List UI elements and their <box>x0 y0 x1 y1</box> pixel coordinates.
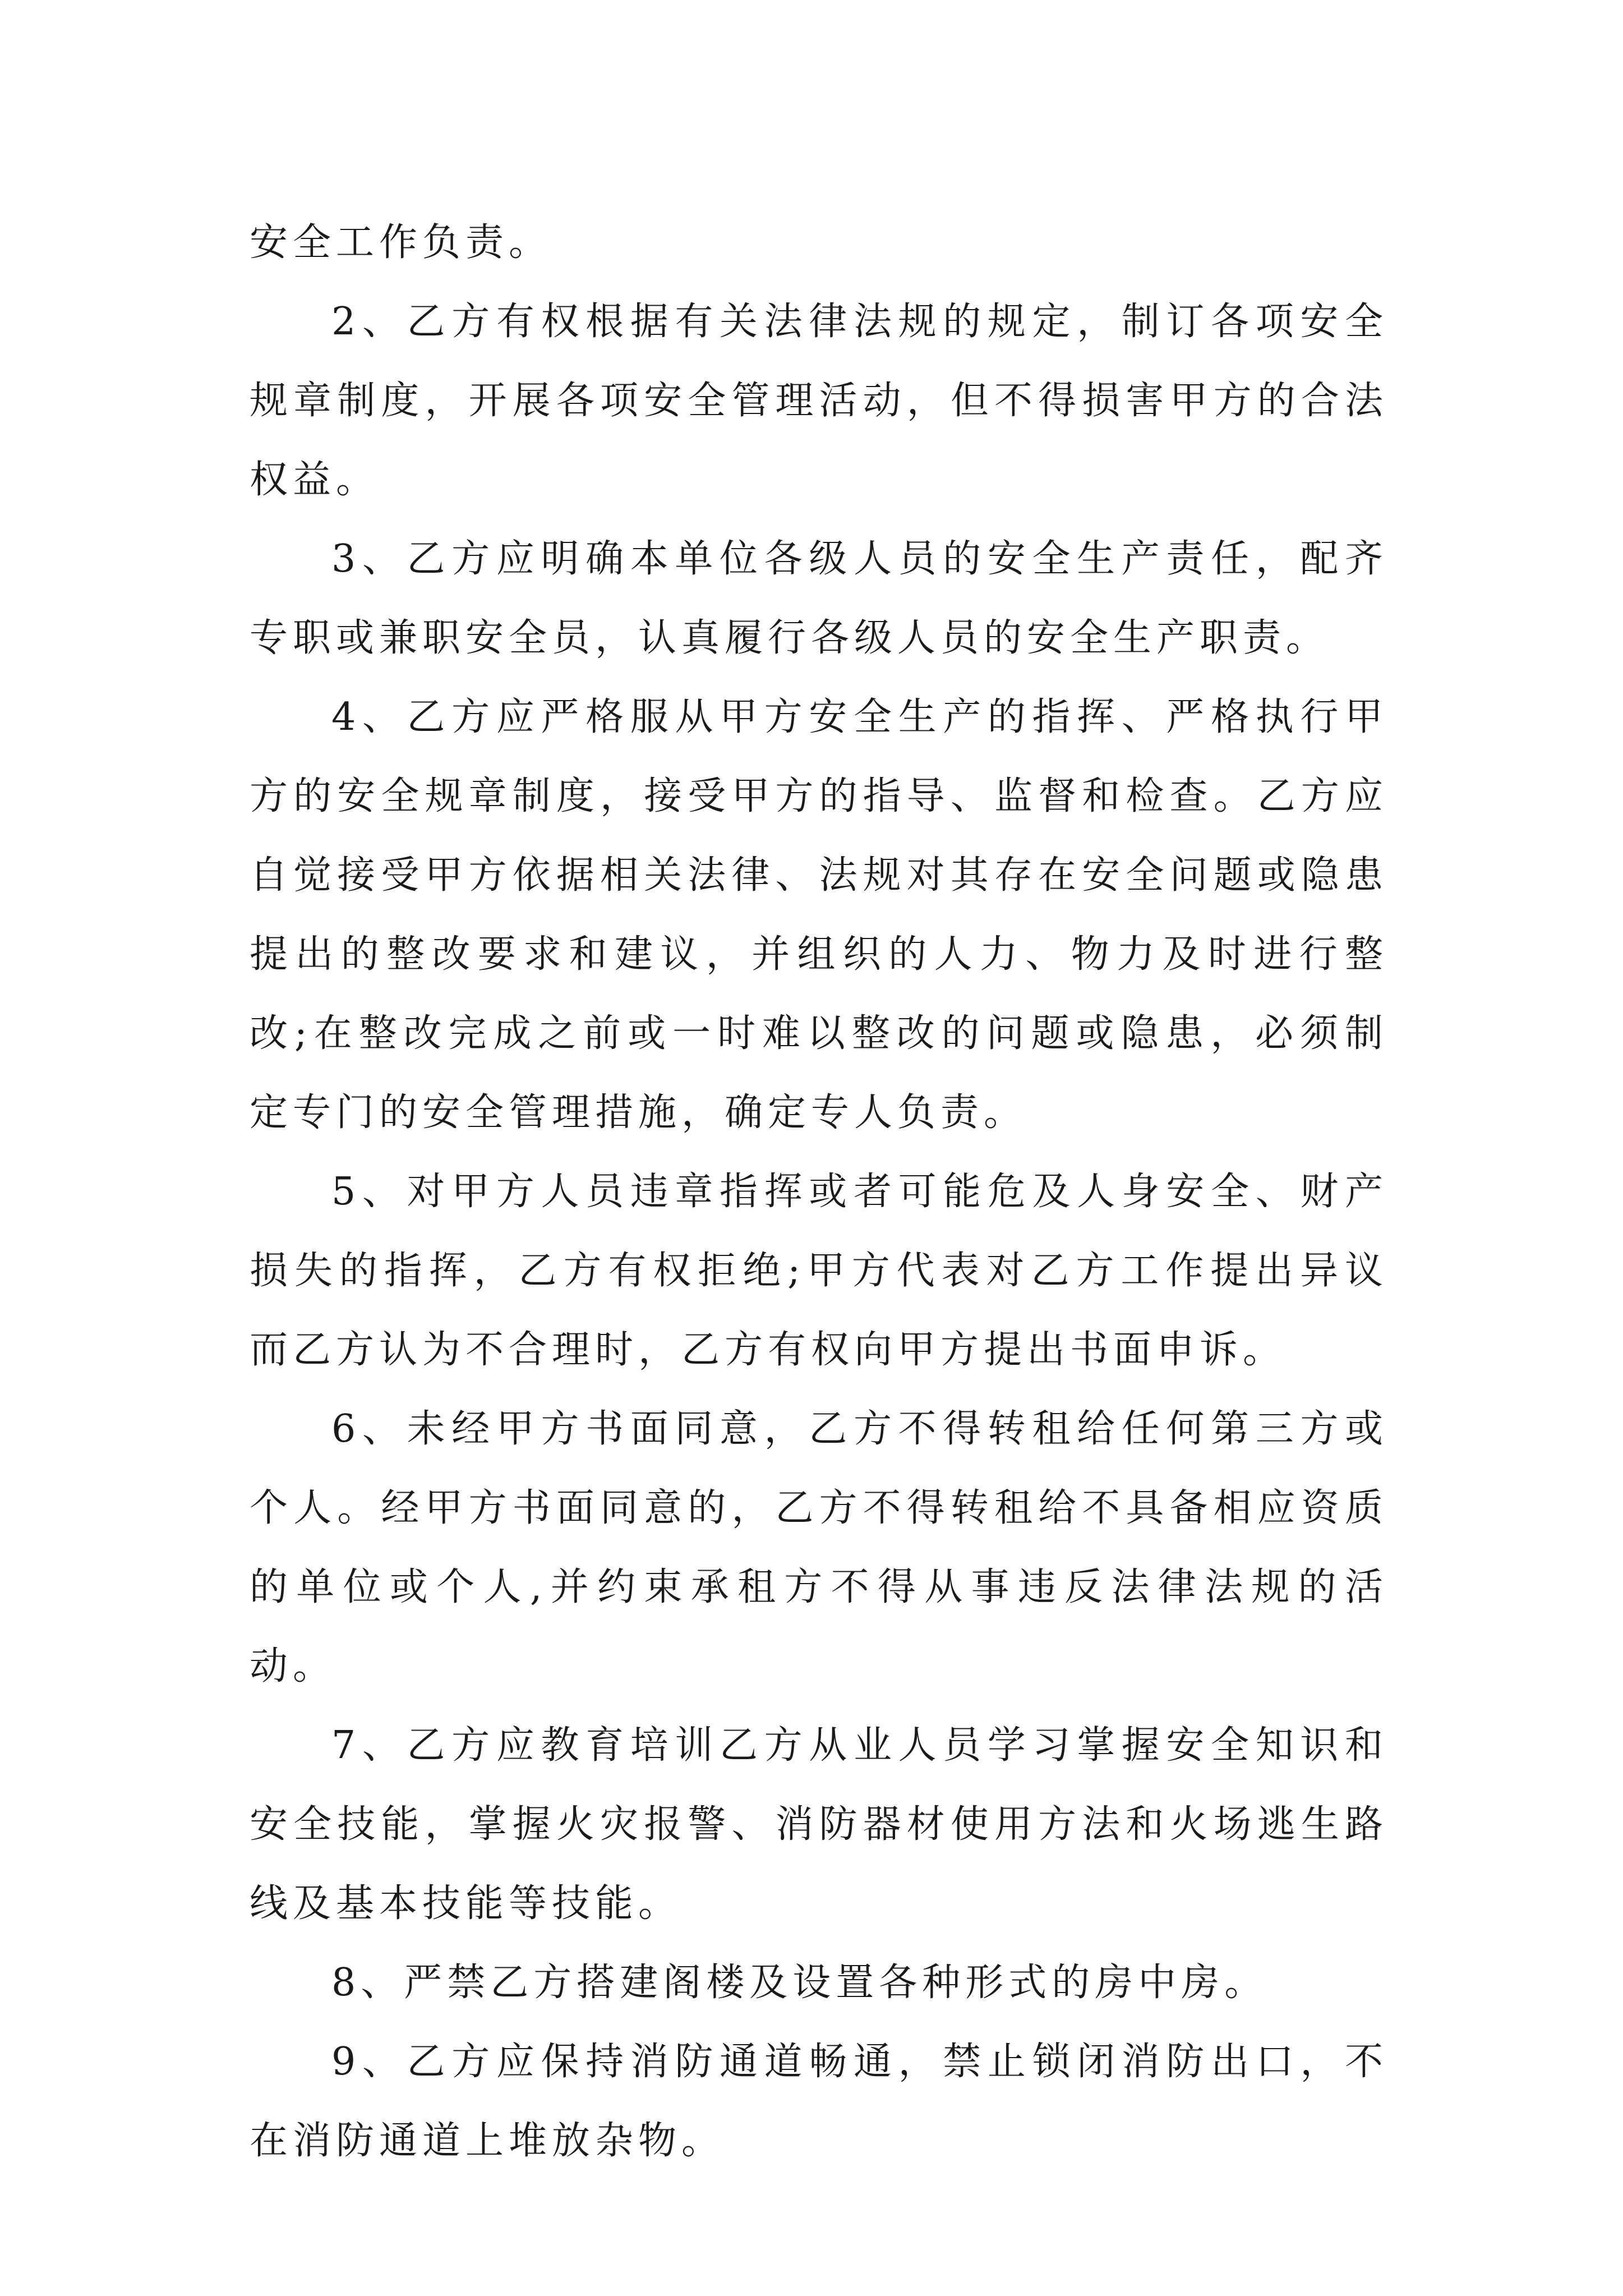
paragraph-item-7: 7、乙方应教育培训乙方从业人员学习掌握安全知识和安全技能，掌握火灾报警、消防器材使用方法和火场逃生路线及基本技能等技能。 <box>250 1723 1388 1926</box>
paragraph-item-2: 2、乙方有权根据有关法律法规的规定，制订各项安全规章制度，开展各项安全管理活动，但不得损害甲方的合法权益。 <box>250 300 1388 502</box>
paragraph-item-4: 4、乙方应严格服从甲方安全生产的指挥、严格执行甲方的安全规章制度，接受甲方的指导、监督和检查。乙方应自觉接受甲方依据相关法律、法规对其存在安全问题或隐患提出的整改要求和建议，并组织的人力、物力及时进行整改;在整改完成之前或一时难以整改的问题或隐患，必须制定专门的安全管理措施，确定专人负责。 <box>250 695 1388 1135</box>
paragraph-item-6: 6、未经甲方书面同意，乙方不得转租给任何第三方或个人。经甲方书面同意的，乙方不得转租给不具备相应资质的单位或个人,并约束承租方不得从事违反法律法规的活动。 <box>250 1407 1388 1688</box>
paragraph-item-3: 3、乙方应明确本单位各级人员的安全生产责任，配齐专职或兼职安全员，认真履行各级人员的安全生产职责。 <box>250 537 1388 660</box>
paragraph-item-8: 8、严禁乙方搭建阁楼及设置各种形式的房中房。 <box>331 1961 1268 2005</box>
document-body <box>250 203 1388 2180</box>
paragraph-continuation: 安全工作负责。 <box>250 220 552 265</box>
paragraph-item-9: 9、乙方应保持消防通道畅通，禁止锁闭消防出口，不在消防通道上堆放杂物。 <box>250 2040 1388 2163</box>
paragraph-item-5: 5、对甲方人员违章指挥或者可能危及人身安全、财产损失的指挥，乙方有权拒绝;甲方代表对乙方工作提出异议而乙方认为不合理时，乙方有权向甲方提出书面申诉。 <box>250 1170 1388 1372</box>
